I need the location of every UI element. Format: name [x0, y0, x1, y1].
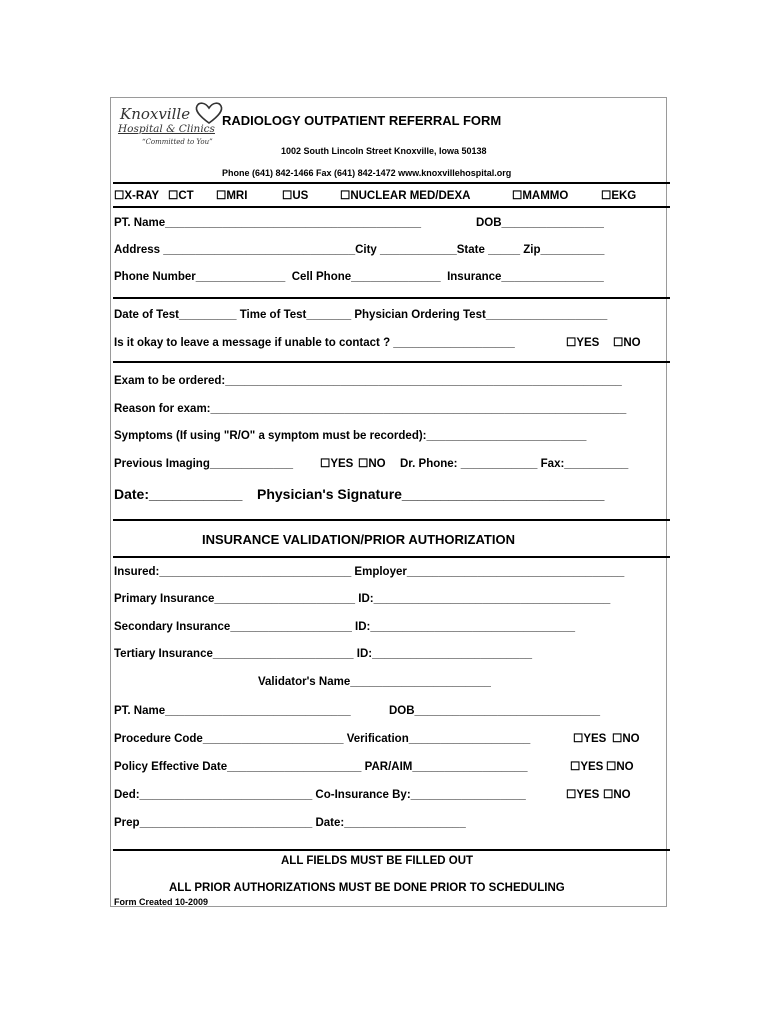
all-fields-notice: ALL FIELDS MUST BE FILLED OUT: [281, 855, 474, 867]
insurance-section-title: INSURANCE VALIDATION/PRIOR AUTHORIZATION: [202, 532, 515, 547]
checkbox-xray[interactable]: ☐X-RAY: [114, 190, 160, 202]
logo-tagline: “Committed to You”: [142, 138, 213, 146]
message-no-checkbox[interactable]: ☐NO: [613, 337, 641, 349]
symptoms-field[interactable]: Symptoms (If using "R/O" a symptom must be recorded):_________________________: [114, 430, 587, 442]
checkbox-mammo-label: MAMMO: [522, 190, 569, 202]
par-aim-yes-label: YES: [580, 761, 604, 773]
par-aim-yes-checkbox[interactable]: ☐YES: [570, 761, 604, 773]
message-yes-checkbox[interactable]: ☐YES: [566, 337, 600, 349]
policy-effective-date-field[interactable]: Policy Effective Date_____________________ PAR/AIM__________________: [114, 761, 528, 773]
heart-icon: [194, 101, 224, 125]
exam-reason-field[interactable]: Reason for exam:_________________________________________________________________: [114, 403, 627, 415]
form-title: RADIOLOGY OUTPATIENT REFERRAL FORM: [222, 113, 502, 128]
checkbox-ekg-label: EKG: [611, 190, 637, 202]
patient-address-field[interactable]: Address ______________________________City ____________State _____ Zip__________: [114, 244, 605, 256]
co-insurance-no-checkbox[interactable]: ☐NO: [603, 789, 631, 801]
patient-dob-field[interactable]: DOB________________: [476, 217, 604, 229]
patient-name-field[interactable]: PT. Name________________________________________: [114, 217, 421, 229]
checkbox-nuclear[interactable]: ☐NUCLEAR MED/DEXA: [340, 190, 471, 202]
checkbox-nuclear-label: NUCLEAR MED/DEXA: [350, 190, 471, 202]
checkbox-us-label: US: [292, 190, 309, 202]
checkbox-ct[interactable]: ☐CT: [168, 190, 194, 202]
patient-phone-field[interactable]: Phone Number______________ Cell Phone______________ Insurance________________: [114, 271, 604, 283]
form-created-date: Form Created 10-2009: [114, 897, 209, 907]
insurance-dob-field[interactable]: DOB_____________________________: [389, 705, 601, 717]
divider: [113, 297, 670, 299]
checkbox-us[interactable]: ☐US: [282, 190, 309, 202]
doctor-phone-fax-field[interactable]: Dr. Phone: ____________ Fax:__________: [400, 458, 629, 470]
verification-yes-checkbox[interactable]: ☐YES: [573, 733, 607, 745]
primary-insurance-field[interactable]: Primary Insurance______________________ ID:_____________________________________: [114, 593, 611, 605]
logo-subtitle: Hospital & Clinics: [118, 123, 215, 135]
previous-imaging-no-checkbox[interactable]: ☐NO: [358, 458, 386, 470]
checkbox-mri-label: MRI: [226, 190, 248, 202]
previous-imaging-no-label: NO: [368, 458, 386, 470]
secondary-insurance-field[interactable]: Secondary Insurance___________________ ID:________________________________: [114, 621, 576, 633]
prep-field[interactable]: Prep___________________________ Date:___________________: [114, 817, 466, 829]
checkbox-xray-label: X-RAY: [124, 190, 160, 202]
previous-imaging-yes-checkbox[interactable]: ☐YES: [320, 458, 354, 470]
message-permission-field[interactable]: Is it okay to leave a message if unable to contact ? ___________________: [114, 337, 515, 349]
checkbox-ekg[interactable]: ☐EKG: [601, 190, 637, 202]
signature-date-field[interactable]: Date:____________: [114, 486, 243, 502]
par-aim-no-checkbox[interactable]: ☐NO: [606, 761, 634, 773]
previous-imaging-yes-label: YES: [330, 458, 354, 470]
exam-ordered-field[interactable]: Exam to be ordered:______________________________________________________________: [114, 375, 622, 387]
divider: [113, 556, 670, 558]
validator-name-field[interactable]: Validator's Name______________________: [258, 676, 491, 688]
checkbox-mammo[interactable]: ☐MAMMO: [512, 190, 569, 202]
verification-yes-label: YES: [583, 733, 607, 745]
prior-auth-notice: ALL PRIOR AUTHORIZATIONS MUST BE DONE PRIOR TO SCHEDULING: [169, 882, 565, 894]
verification-no-label: NO: [622, 733, 640, 745]
tertiary-insurance-field[interactable]: Tertiary Insurance______________________ ID:_________________________: [114, 648, 532, 660]
physician-signature-field[interactable]: Physician's Signature__________________________: [257, 486, 605, 502]
previous-imaging-field[interactable]: Previous Imaging_____________: [114, 458, 294, 470]
divider: [113, 182, 670, 184]
divider: [113, 361, 670, 363]
par-aim-no-label: NO: [616, 761, 634, 773]
insured-field[interactable]: Insured:______________________________ Employer__________________________________: [114, 566, 625, 578]
hospital-contact: Phone (641) 842-1466 Fax (641) 842-1472 www.knoxvillehospital.org: [222, 168, 512, 178]
divider: [113, 206, 670, 208]
checkbox-mri[interactable]: ☐MRI: [216, 190, 248, 202]
co-insurance-yes-checkbox[interactable]: ☐YES: [566, 789, 600, 801]
hospital-logo: [116, 101, 226, 151]
verification-no-checkbox[interactable]: ☐NO: [612, 733, 640, 745]
test-date-time-field[interactable]: Date of Test_________ Time of Test_______ Physician Ordering Test___________________: [114, 309, 608, 321]
divider: [113, 849, 670, 851]
insurance-patient-name-field[interactable]: PT. Name_____________________________: [114, 705, 351, 717]
checkbox-ct-label: CT: [178, 190, 194, 202]
deductible-field[interactable]: Ded:___________________________ Co-Insurance By:__________________: [114, 789, 526, 801]
co-insurance-no-label: NO: [613, 789, 631, 801]
procedure-code-field[interactable]: Procedure Code______________________ Verification___________________: [114, 733, 531, 745]
hospital-address: 1002 South Lincoln Street Knoxville, Iowa 50138: [281, 146, 487, 156]
logo-name: Knoxville: [120, 105, 191, 123]
message-yes-label: YES: [576, 337, 600, 349]
divider: [113, 519, 670, 521]
co-insurance-yes-label: YES: [576, 789, 600, 801]
message-no-label: NO: [623, 337, 641, 349]
